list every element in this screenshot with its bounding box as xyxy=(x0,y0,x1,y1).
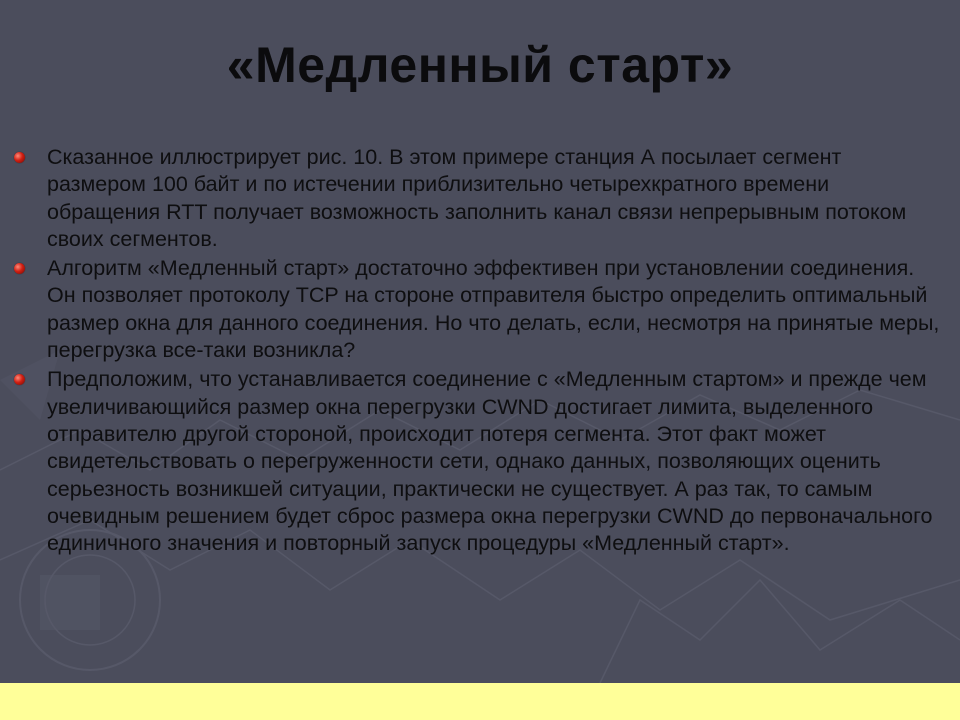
bullet-dot-icon xyxy=(14,263,25,274)
bullet-item xyxy=(14,144,946,253)
bullet-list xyxy=(14,144,946,559)
bullet-dot-icon xyxy=(14,152,25,163)
bullet-text: Предположим, что устанавливается соединение с «Медленным стартом» и прежде чем увеличивающийся размер окна перегрузки CWND достигает лимита, выделенного отправителю другой стороной, происходит потеря сегмента. Этот факт может свидетельствовать о перегруженности сети, однако данных, позволяющих оценить серьезность возникшей ситуации, практически не существует. А раз так, то самым очевидным решением будет сброс размера окна перегрузки CWND до первоначального единичного значения и повторный запуск процедуры «Медленный старт». xyxy=(47,367,933,556)
bullet-dot-icon xyxy=(14,374,25,385)
slide-title: «Медленный старт» xyxy=(226,37,734,93)
bullet-item xyxy=(14,366,946,557)
bullet-item xyxy=(14,255,946,364)
bullet-text: Сказанное иллюстрирует рис. 10. В этом примере станция А посылает сегмент размером 100 байт и по истечении приблизительно четырехкратного времени обращения RTT получает возможность заполнить канал связи непрерывным потоком своих сегментов. xyxy=(47,145,907,251)
footer-bar xyxy=(0,683,960,720)
bullet-text: Алгоритм «Медленный старт» достаточно эффективен при установлении соединения. Он позволяет протоколу TCP на стороне отправителя быстро определить оптимальный размер окна для данного соединения. Но что делать, если, несмотря на принятые меры, перегрузка все-таки возникла? xyxy=(47,256,940,363)
